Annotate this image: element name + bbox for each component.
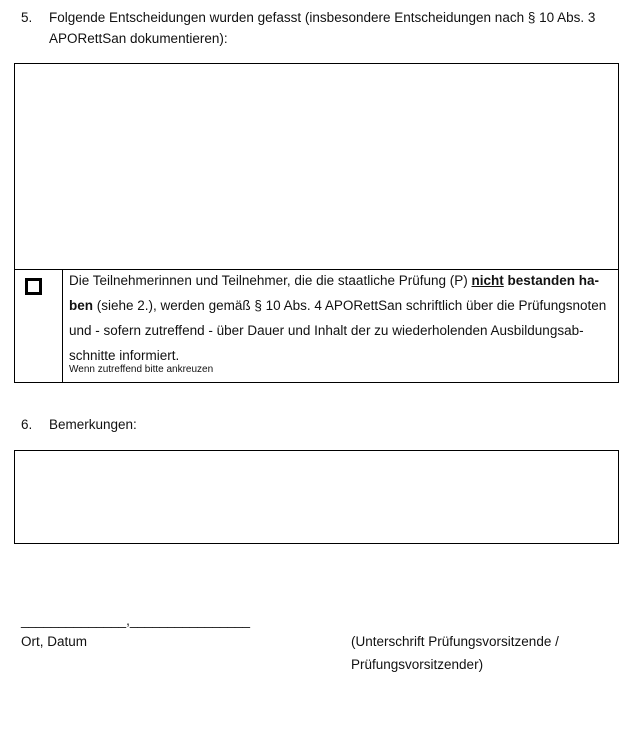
not-passed-checkbox[interactable]	[25, 278, 42, 295]
remarks-text-area[interactable]	[14, 450, 619, 544]
notice-line-1-start: Die Teilnehmerinnen und Teilnehmer, die die staatliche Prüfung (P)	[69, 273, 472, 288]
section-5-number: 5.	[21, 10, 33, 25]
notice-row	[14, 269, 619, 383]
signature-label	[351, 630, 559, 676]
place-date-label: Ort, Datum	[21, 634, 88, 649]
notice-line-3: und - sofern zutreffend - über Dauer und Inhalt der zu wiederholenden Ausbildungsab-	[69, 323, 584, 338]
section-6-number: 6.	[21, 417, 33, 432]
notice-nicht: nicht	[471, 273, 504, 288]
notice-text	[69, 268, 614, 368]
section-5-heading-line1: Folgende Entscheidungen wurden gefasst (insbesondere Entscheidungen nach § 10 Abs. 3	[49, 10, 596, 25]
notice-line-2-rest: (siehe 2.), werden gemäß § 10 Abs. 4 APORettSan schriftlich über die Prüfungsnoten	[93, 298, 607, 313]
checkbox-cell	[15, 270, 63, 382]
place-date-line[interactable]: ______________,________________	[21, 613, 250, 628]
notice-line-4: schnitte informiert.	[69, 348, 180, 363]
notice-line-1-bold: bestanden ha-	[503, 273, 600, 288]
signature-label-line1: (Unterschrift Prüfungsvorsitzende /	[351, 634, 559, 649]
notice-line-2-bold: ben	[69, 298, 94, 313]
section-5-heading-line2: APORettSan dokumentieren):	[49, 31, 228, 46]
signature-label-line2: Prüfungsvorsitzender)	[351, 657, 484, 672]
section-6-heading: Bemerkungen:	[49, 417, 137, 432]
decisions-text-area[interactable]	[14, 63, 619, 270]
notice-line-1	[69, 268, 614, 293]
notice-line-2	[69, 293, 614, 318]
checkbox-hint: Wenn zutreffend bitte ankreuzen	[69, 364, 214, 375]
section-5-heading	[49, 7, 595, 49]
